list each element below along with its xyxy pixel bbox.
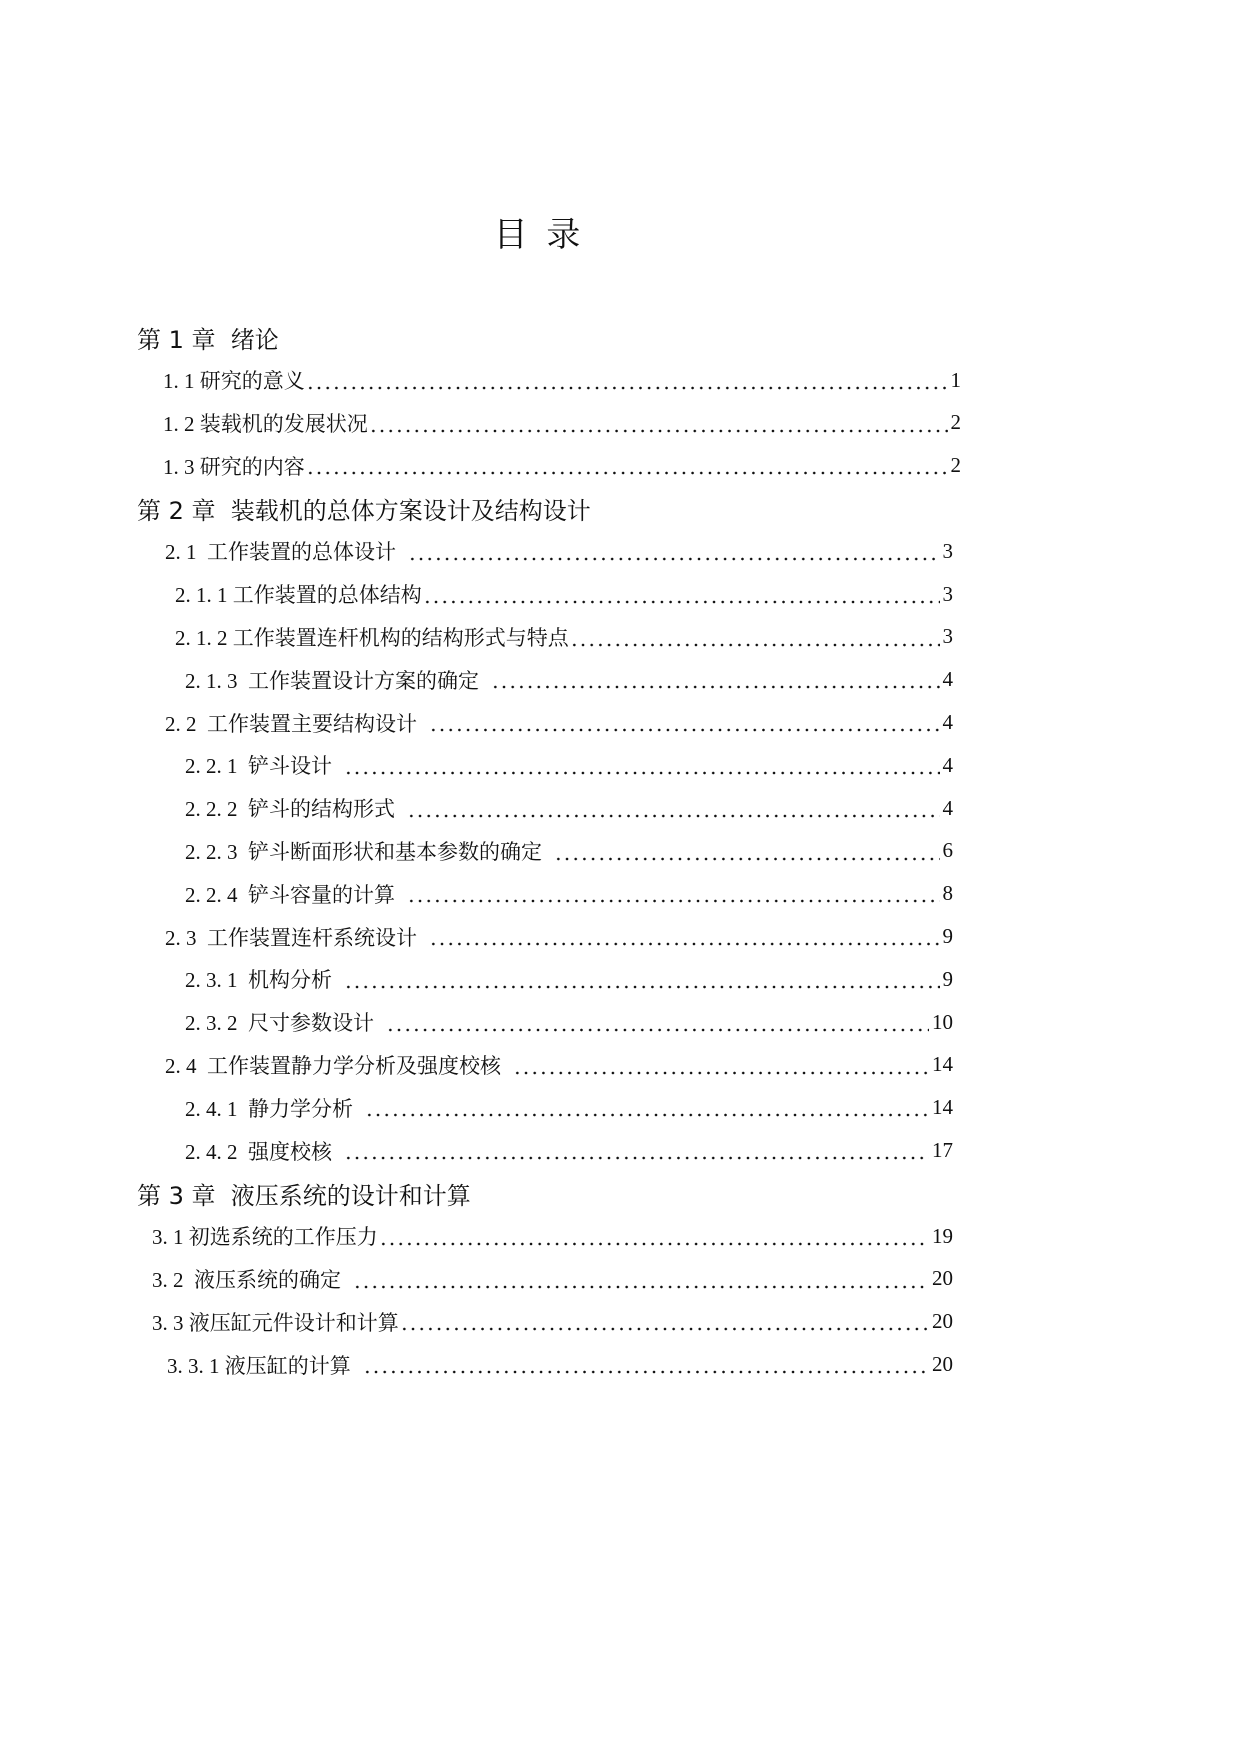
toc-entry-page: 6	[942, 838, 953, 863]
toc-entry-title: 1. 1 研究的意义	[163, 369, 305, 394]
toc-entry	[0, 830, 1241, 873]
dot-leader	[353, 1258, 929, 1301]
dot-leader	[554, 830, 940, 873]
dot-leader	[365, 1086, 929, 1129]
toc-entry-title: 3. 2 液压系统的确定	[152, 1267, 341, 1292]
toc-entry-page: 4	[942, 795, 953, 820]
chapter-heading: 第 1 章 绪论	[137, 325, 279, 354]
dot-leader	[491, 658, 940, 701]
toc-entry	[0, 616, 1241, 659]
toc-entry	[0, 1215, 1241, 1258]
toc-entry-title: 3. 3 液压缸元件设计和计算	[152, 1310, 399, 1335]
dot-leader	[423, 573, 940, 616]
dot-leader	[429, 701, 940, 744]
dot-leader	[379, 1215, 929, 1258]
toc-entry	[0, 958, 1241, 1001]
toc-entry	[0, 359, 1241, 402]
toc-entry-page: 4	[942, 667, 953, 692]
toc-entry-page: 20	[932, 1266, 953, 1291]
toc-entry-title: 2. 2. 4 铲斗容量的计算	[185, 882, 395, 907]
dot-leader	[513, 1044, 929, 1087]
toc-entry-title: 2. 1 工作装置的总体设计	[165, 540, 396, 565]
toc-entry	[0, 1001, 1241, 1044]
toc-entry	[0, 1343, 1241, 1386]
toc-entry	[0, 744, 1241, 787]
toc-entry-page: 14	[932, 1095, 953, 1120]
dot-leader	[407, 872, 940, 915]
toc-entry-title: 2. 4. 1 静力学分析	[185, 1096, 353, 1121]
toc-entry	[0, 915, 1241, 958]
toc-entry	[0, 1086, 1241, 1129]
dot-leader	[400, 1300, 929, 1343]
toc-entry-page: 3	[942, 538, 953, 563]
dot-leader	[408, 530, 940, 573]
toc-entry-title: 2. 1. 1 工作装置的总体结构	[175, 583, 422, 608]
toc-entry	[0, 573, 1241, 616]
toc-entry-page: 3	[942, 624, 953, 649]
dot-leader	[570, 616, 940, 659]
toc-entry-page: 8	[942, 881, 953, 906]
toc-entry-title: 2. 3. 1 机构分析	[185, 968, 332, 993]
toc-entry	[0, 402, 1241, 445]
dot-leader	[344, 958, 940, 1001]
dot-leader	[363, 1343, 929, 1386]
toc-entry	[0, 1300, 1241, 1343]
toc-entry-page: 20	[932, 1309, 953, 1334]
dot-leader	[306, 444, 948, 487]
toc-entry-title: 2. 3 工作装置连杆系统设计	[165, 925, 417, 950]
toc-entry-page: 20	[932, 1352, 953, 1377]
dot-leader	[344, 744, 940, 787]
toc-entry-page: 14	[932, 1052, 953, 1077]
toc-entry-title: 2. 3. 2 尺寸参数设计	[185, 1011, 374, 1036]
dot-leader	[386, 1001, 929, 1044]
table-of-contents	[0, 316, 1241, 1386]
toc-entry-title: 2. 4. 2 强度校核	[185, 1139, 332, 1164]
toc-entry	[0, 1129, 1241, 1172]
toc-entry	[0, 1044, 1241, 1087]
toc-entry	[0, 444, 1241, 487]
toc-entry-page: 4	[942, 710, 953, 735]
toc-entry-title: 2. 2. 3 铲斗断面形状和基本参数的确定	[185, 839, 542, 864]
toc-entry	[0, 530, 1241, 573]
toc-entry-page: 9	[942, 966, 953, 991]
dot-leader	[369, 402, 948, 445]
toc-entry	[0, 787, 1241, 830]
toc-entry-page: 9	[942, 924, 953, 949]
chapter-heading: 第 3 章 液压系统的设计和计算	[137, 1181, 471, 1210]
toc-entry-page: 19	[932, 1223, 953, 1248]
toc-entry-title: 2. 1. 3 工作装置设计方案的确定	[185, 668, 479, 693]
toc-entry-title: 2. 4 工作装置静力学分析及强度校核	[165, 1053, 501, 1078]
toc-entry-title: 3. 1 初选系统的工作压力	[152, 1225, 378, 1250]
toc-entry-page: 4	[942, 752, 953, 777]
dot-leader	[344, 1129, 929, 1172]
page-title: 目 录	[493, 215, 585, 255]
chapter-heading: 第 2 章 装载机的总体方案设计及结构设计	[137, 497, 591, 526]
toc-entry-page: 2	[950, 453, 961, 478]
toc-entry-page: 10	[932, 1009, 953, 1034]
toc-entry-page: 17	[932, 1138, 953, 1163]
toc-entry-title: 3. 3. 1 液压缸的计算	[167, 1353, 351, 1378]
toc-entry-title: 2. 2. 1 铲斗设计	[185, 754, 332, 779]
toc-entry	[0, 658, 1241, 701]
toc-entry-title: 2. 1. 2 工作装置连杆机构的结构形式与特点	[175, 625, 569, 650]
toc-entry-title: 2. 2. 2 铲斗的结构形式	[185, 797, 395, 822]
toc-entry-page: 2	[950, 410, 961, 435]
dot-leader	[407, 787, 940, 830]
toc-entry-title: 1. 2 装载机的发展状况	[163, 411, 368, 436]
toc-entry-page: 3	[942, 581, 953, 606]
toc-entry	[0, 701, 1241, 744]
toc-entry-page: 1	[950, 367, 961, 392]
dot-leader	[429, 915, 940, 958]
toc-entry-title: 1. 3 研究的内容	[163, 454, 305, 479]
toc-entry	[0, 1258, 1241, 1301]
toc-entry-title: 2. 2 工作装置主要结构设计	[165, 711, 417, 736]
dot-leader	[306, 359, 948, 402]
toc-entry	[0, 872, 1241, 915]
